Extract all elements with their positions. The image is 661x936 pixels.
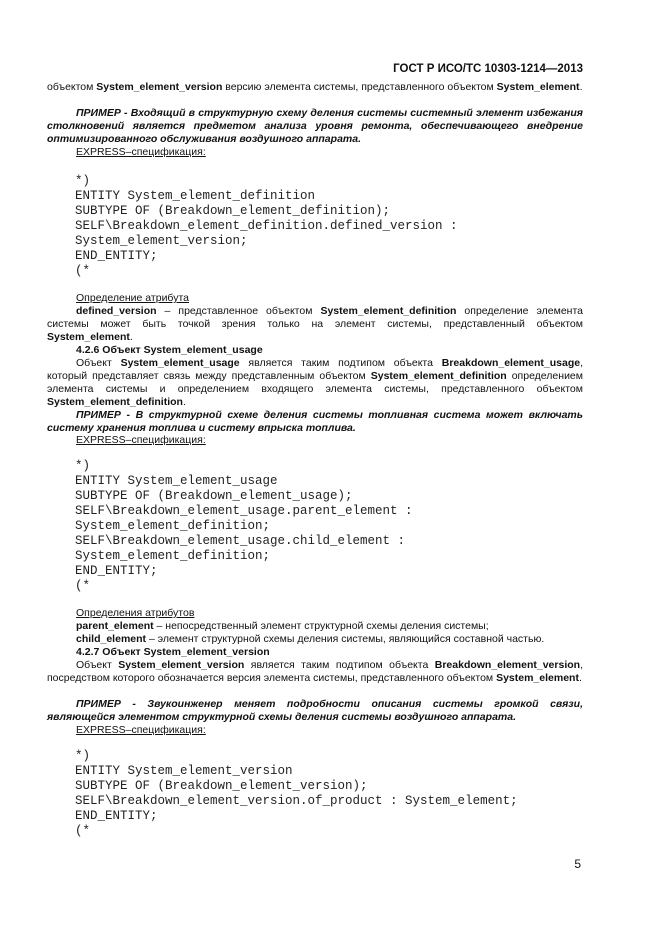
express-label-3: EXPRESS–спецификация:: [76, 724, 206, 736]
document-header: ГОСТ Р ИСО/ТС 10303-1214—2013: [393, 63, 583, 75]
express-label-1: EXPRESS–спецификация:: [76, 146, 206, 158]
attribute-definition-title: Определение атрибута: [76, 292, 189, 304]
entity-name: System_element_version: [96, 81, 223, 93]
paragraph-continuation: [47, 81, 583, 94]
express-code-1: *) ENTITY System_element_definition SUBTYPE OF (Breakdown_element_definition); SELF\Breakdown_element_definition.defined_version : System_element_version; END_ENTITY; (*: [75, 174, 458, 278]
express-code-2: *) ENTITY System_element_usage SUBTYPE OF (Breakdown_element_usage); SELF\Breakdown_element_usage.parent_element : System_element_definition; SELF\Breakdown_element_usage.child_element : System_element_definition; END_ENTITY; (*: [75, 459, 413, 593]
section-4-2-7-title: 4.2.7 Объект System_element_version: [76, 646, 270, 658]
example-3: ПРИМЕР - Звукоинженер меняет подробности описания системы громкой связи, являющейся элементом структурной схемы деления системы воздушного аппарата.: [47, 698, 583, 723]
section-4-2-7-text: Объект System_element_version является таким подтипом объекта Breakdown_element_version, посредством которого обозначается версия элемента системы, представленного объектом System_element.: [47, 659, 583, 684]
attributes-definition-title: Определения атрибутов: [76, 607, 195, 619]
text: .: [579, 81, 583, 93]
page-number: 5: [574, 857, 581, 871]
section-4-2-6-text: Объект System_element_usage является таким подтипом объекта Breakdown_element_usage, который представляет связь между представленным объектом System_element_definition определением элемента системы и определением входящего элемента системы, представленного объектом System_element_definition.: [47, 357, 583, 408]
section-4-2-6-title: 4.2.6 Объект System_element_usage: [76, 344, 263, 356]
example-1: ПРИМЕР - Входящий в структурную схему деления системы системный элемент избежания столкновений является предметом анализа уровня ремонта, обеспечивающего внедрение оптимизированного обслуживания воздушного аппарата.: [47, 107, 583, 145]
example-2: ПРИМЕР - В структурной схеме деления системы топливная система может включать систему хранения топлива и систему впрыска топлива.: [47, 409, 583, 434]
attribute-child-element: child_element – элемент структурной схемы деления системы, являющийся составной частью.: [76, 633, 545, 645]
text: версию элемента системы, представленного объектом: [225, 81, 494, 93]
attribute-parent-element: parent_element – непосредственный элемент структурной схемы деления системы;: [76, 620, 489, 632]
attribute-defined-version: defined_version – представленное объектом System_element_definition определение элемента системы может быть точкой зрения только на элемент системы, представленный объектом System_element.: [47, 305, 583, 343]
text: объектом: [47, 81, 94, 93]
entity-name: System_element: [496, 81, 580, 93]
express-label-2: EXPRESS–спецификация:: [76, 434, 206, 446]
express-code-3: *) ENTITY System_element_version SUBTYPE OF (Breakdown_element_version); SELF\Breakdown_element_version.of_product : System_element; END_ENTITY; (*: [75, 749, 518, 838]
